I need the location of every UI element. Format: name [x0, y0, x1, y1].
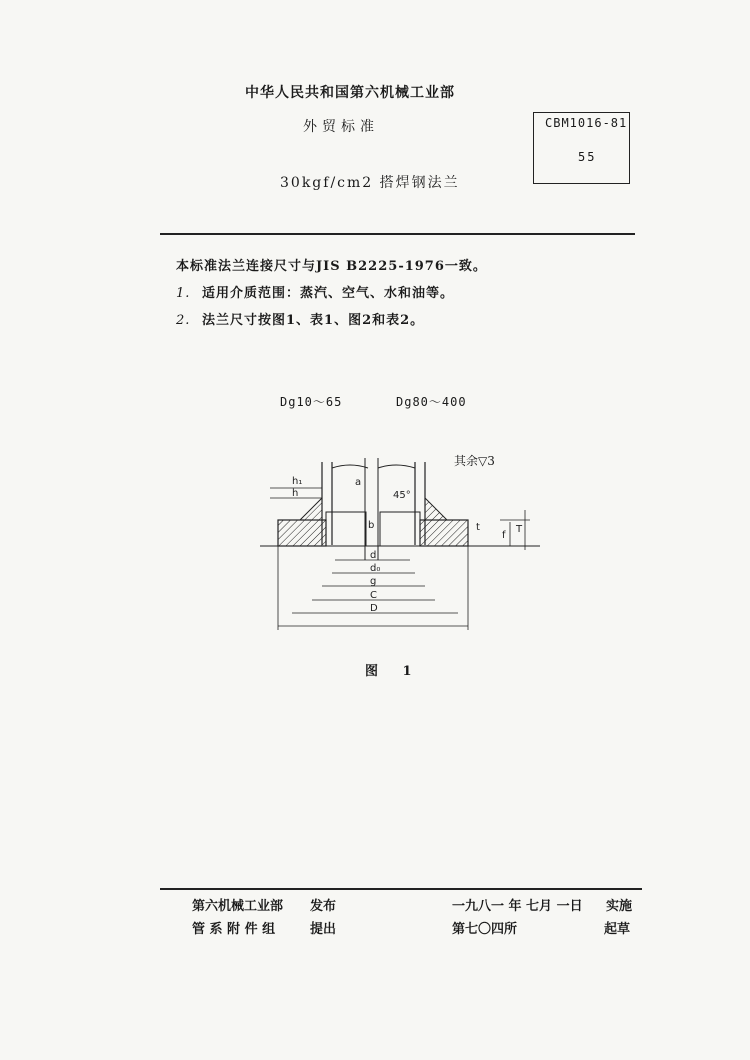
- bore-right: [380, 512, 420, 546]
- dim-h1: h₁: [292, 476, 303, 487]
- dim-d: d: [370, 550, 377, 561]
- dim-a: a: [355, 477, 362, 488]
- figure-label-large-size: Dg80～400: [396, 395, 467, 409]
- figure-caption: 图 1: [365, 664, 422, 679]
- flange-left-section: [278, 520, 326, 546]
- flange-right-section: [420, 520, 468, 546]
- document-title: 30kgf/cm2 搭焊钢法兰: [280, 175, 460, 191]
- effective-action: 实施: [606, 899, 633, 914]
- draft-action: 起草: [604, 922, 631, 937]
- figure-label-small-size: Dg10～65: [280, 395, 343, 409]
- dim-f: f: [502, 530, 506, 541]
- flange-drawing: [240, 450, 560, 640]
- page-count: 55: [578, 150, 597, 164]
- pipe-break-left: [332, 465, 368, 468]
- dim-g: g: [370, 576, 377, 587]
- list-item: [176, 309, 424, 328]
- dim-t: t: [476, 522, 480, 533]
- footer-divider: [160, 888, 642, 890]
- item-text: 适用介质范围：蒸汽、空气、水和油等。: [202, 286, 455, 301]
- issuer: 第六机械工业部: [192, 899, 284, 914]
- hub-left: [300, 498, 322, 520]
- standard-code: CBM1016-81: [545, 116, 628, 130]
- issue-action: 发布: [310, 899, 337, 914]
- dim-D: D: [370, 603, 378, 614]
- item-number: 1.: [176, 286, 191, 301]
- ministry-name: 中华人民共和国第六机械工业部: [245, 85, 455, 101]
- intro-paragraph: 本标准法兰连接尺寸与JIS B2225-1976一致。: [176, 259, 487, 274]
- drafter: 第七〇四所: [452, 922, 518, 937]
- item-text: 法兰尺寸按图1、表1、图2和表2。: [202, 313, 425, 328]
- dim-h: h: [292, 488, 299, 499]
- header-divider: [160, 233, 635, 235]
- dim-angle: 45°: [393, 490, 411, 501]
- effective-date: 一九八一 年 七月 一日: [452, 899, 583, 914]
- hub-right: [425, 498, 447, 520]
- dim-C: C: [370, 590, 377, 601]
- proposer: 管 系 附 件 组: [192, 922, 276, 937]
- dim-b: b: [368, 520, 375, 531]
- pipe-break-right: [378, 465, 415, 468]
- item-number: 2.: [176, 313, 191, 328]
- dim-d0: d₀: [370, 563, 381, 574]
- list-item: [176, 282, 454, 301]
- roughness-note: 其余▽3: [454, 454, 495, 468]
- dim-T: T: [516, 524, 523, 535]
- standard-category: 外贸标准: [303, 119, 379, 135]
- propose-action: 提出: [310, 922, 337, 937]
